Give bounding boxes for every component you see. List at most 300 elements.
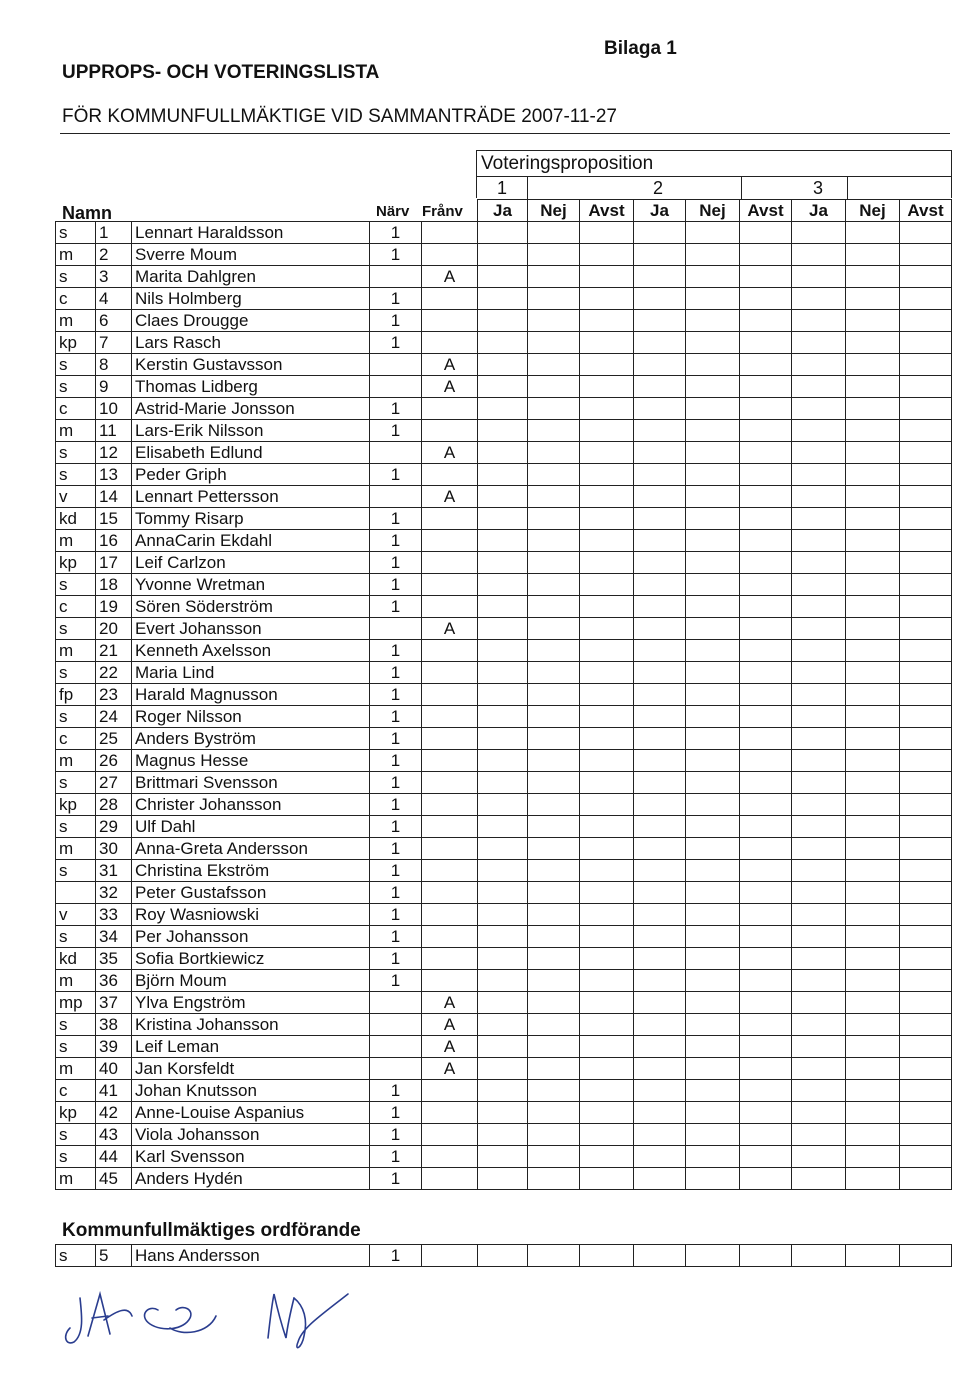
vote-cell[interactable] <box>792 1014 846 1036</box>
vote-cell[interactable] <box>686 442 740 464</box>
vote-cell[interactable] <box>846 398 900 420</box>
vote-cell[interactable] <box>740 1168 792 1190</box>
vote-cell[interactable] <box>792 1058 846 1080</box>
vote-cell[interactable] <box>528 860 580 882</box>
vote-cell[interactable] <box>846 464 900 486</box>
vote-cell[interactable] <box>792 486 846 508</box>
vote-cell[interactable] <box>634 420 686 442</box>
vote-cell[interactable] <box>846 332 900 354</box>
vote-cell[interactable] <box>634 464 686 486</box>
vote-cell[interactable] <box>686 1146 740 1168</box>
vote-cell[interactable] <box>740 662 792 684</box>
vote-cell[interactable] <box>740 838 792 860</box>
vote-cell[interactable] <box>846 926 900 948</box>
vote-cell[interactable] <box>792 574 846 596</box>
vote-cell[interactable] <box>478 882 528 904</box>
vote-cell[interactable] <box>686 706 740 728</box>
vote-cell[interactable] <box>686 772 740 794</box>
vote-cell[interactable] <box>634 618 686 640</box>
vote-cell[interactable] <box>792 816 846 838</box>
vote-cell[interactable] <box>792 772 846 794</box>
vote-cell[interactable] <box>900 992 952 1014</box>
vote-cell[interactable] <box>900 288 952 310</box>
vote-cell[interactable] <box>528 1080 580 1102</box>
vote-cell[interactable] <box>792 662 846 684</box>
vote-cell[interactable] <box>686 354 740 376</box>
vote-cell[interactable] <box>792 354 846 376</box>
vote-cell[interactable] <box>580 662 634 684</box>
vote-cell[interactable] <box>740 354 792 376</box>
vote-cell[interactable] <box>792 1146 846 1168</box>
vote-cell[interactable] <box>528 376 580 398</box>
vote-cell[interactable] <box>478 948 528 970</box>
vote-cell[interactable] <box>528 662 580 684</box>
vote-cell[interactable] <box>580 1036 634 1058</box>
vote-cell[interactable] <box>792 684 846 706</box>
vote-cell[interactable] <box>634 970 686 992</box>
vote-cell[interactable] <box>792 794 846 816</box>
vote-cell[interactable] <box>580 530 634 552</box>
vote-cell[interactable] <box>478 552 528 574</box>
vote-cell[interactable] <box>634 508 686 530</box>
vote-cell[interactable] <box>634 750 686 772</box>
vote-cell[interactable] <box>686 992 740 1014</box>
vote-cell[interactable] <box>900 398 952 420</box>
vote-cell[interactable] <box>478 1102 528 1124</box>
vote-cell[interactable] <box>900 442 952 464</box>
vote-cell[interactable] <box>686 398 740 420</box>
vote-cell[interactable] <box>478 420 528 442</box>
vote-cell[interactable] <box>846 1245 900 1267</box>
vote-cell[interactable] <box>478 1080 528 1102</box>
vote-cell[interactable] <box>792 1080 846 1102</box>
vote-cell[interactable] <box>580 486 634 508</box>
vote-cell[interactable] <box>634 1124 686 1146</box>
vote-cell[interactable] <box>528 266 580 288</box>
vote-cell[interactable] <box>740 728 792 750</box>
vote-cell[interactable] <box>792 618 846 640</box>
vote-cell[interactable] <box>478 706 528 728</box>
vote-cell[interactable] <box>792 442 846 464</box>
vote-cell[interactable] <box>792 310 846 332</box>
vote-cell[interactable] <box>740 1102 792 1124</box>
vote-cell[interactable] <box>846 1080 900 1102</box>
vote-cell[interactable] <box>580 464 634 486</box>
vote-cell[interactable] <box>634 904 686 926</box>
vote-cell[interactable] <box>478 860 528 882</box>
vote-cell[interactable] <box>634 860 686 882</box>
vote-cell[interactable] <box>900 1080 952 1102</box>
vote-cell[interactable] <box>634 376 686 398</box>
vote-cell[interactable] <box>686 508 740 530</box>
vote-cell[interactable] <box>580 420 634 442</box>
vote-cell[interactable] <box>580 574 634 596</box>
vote-cell[interactable] <box>528 442 580 464</box>
vote-cell[interactable] <box>900 332 952 354</box>
vote-cell[interactable] <box>478 1014 528 1036</box>
vote-cell[interactable] <box>792 288 846 310</box>
vote-cell[interactable] <box>580 354 634 376</box>
vote-cell[interactable] <box>580 1102 634 1124</box>
vote-cell[interactable] <box>528 288 580 310</box>
vote-cell[interactable] <box>740 860 792 882</box>
vote-cell[interactable] <box>900 772 952 794</box>
vote-cell[interactable] <box>528 970 580 992</box>
vote-cell[interactable] <box>740 332 792 354</box>
vote-cell[interactable] <box>580 838 634 860</box>
vote-cell[interactable] <box>846 970 900 992</box>
vote-cell[interactable] <box>686 574 740 596</box>
vote-cell[interactable] <box>900 706 952 728</box>
vote-cell[interactable] <box>528 926 580 948</box>
vote-cell[interactable] <box>686 1058 740 1080</box>
vote-cell[interactable] <box>740 530 792 552</box>
vote-cell[interactable] <box>580 442 634 464</box>
vote-cell[interactable] <box>792 948 846 970</box>
vote-cell[interactable] <box>686 882 740 904</box>
vote-cell[interactable] <box>740 486 792 508</box>
vote-cell[interactable] <box>792 750 846 772</box>
vote-cell[interactable] <box>900 816 952 838</box>
vote-cell[interactable] <box>686 1124 740 1146</box>
vote-cell[interactable] <box>740 288 792 310</box>
vote-cell[interactable] <box>478 1245 528 1267</box>
vote-cell[interactable] <box>478 1124 528 1146</box>
vote-cell[interactable] <box>528 596 580 618</box>
vote-cell[interactable] <box>792 464 846 486</box>
vote-cell[interactable] <box>634 552 686 574</box>
vote-cell[interactable] <box>478 1168 528 1190</box>
vote-cell[interactable] <box>634 882 686 904</box>
vote-cell[interactable] <box>580 332 634 354</box>
vote-cell[interactable] <box>478 640 528 662</box>
vote-cell[interactable] <box>478 838 528 860</box>
vote-cell[interactable] <box>740 618 792 640</box>
vote-cell[interactable] <box>740 398 792 420</box>
vote-cell[interactable] <box>792 332 846 354</box>
vote-cell[interactable] <box>580 398 634 420</box>
vote-cell[interactable] <box>580 1080 634 1102</box>
vote-cell[interactable] <box>478 684 528 706</box>
vote-cell[interactable] <box>634 926 686 948</box>
vote-cell[interactable] <box>900 1146 952 1168</box>
vote-cell[interactable] <box>792 222 846 244</box>
vote-cell[interactable] <box>740 1014 792 1036</box>
vote-cell[interactable] <box>634 1036 686 1058</box>
vote-cell[interactable] <box>634 1146 686 1168</box>
vote-cell[interactable] <box>634 772 686 794</box>
vote-cell[interactable] <box>686 530 740 552</box>
vote-cell[interactable] <box>634 838 686 860</box>
vote-cell[interactable] <box>528 354 580 376</box>
vote-cell[interactable] <box>846 288 900 310</box>
vote-cell[interactable] <box>528 1036 580 1058</box>
vote-cell[interactable] <box>686 376 740 398</box>
vote-cell[interactable] <box>846 420 900 442</box>
vote-cell[interactable] <box>528 310 580 332</box>
vote-cell[interactable] <box>528 684 580 706</box>
vote-cell[interactable] <box>846 904 900 926</box>
vote-cell[interactable] <box>846 244 900 266</box>
vote-cell[interactable] <box>740 816 792 838</box>
vote-cell[interactable] <box>528 948 580 970</box>
vote-cell[interactable] <box>846 816 900 838</box>
vote-cell[interactable] <box>528 1168 580 1190</box>
vote-cell[interactable] <box>528 332 580 354</box>
vote-cell[interactable] <box>900 244 952 266</box>
vote-cell[interactable] <box>580 288 634 310</box>
vote-cell[interactable] <box>740 1146 792 1168</box>
vote-cell[interactable] <box>900 662 952 684</box>
vote-cell[interactable] <box>846 376 900 398</box>
vote-cell[interactable] <box>686 420 740 442</box>
vote-cell[interactable] <box>634 574 686 596</box>
vote-cell[interactable] <box>846 222 900 244</box>
vote-cell[interactable] <box>528 464 580 486</box>
vote-cell[interactable] <box>686 970 740 992</box>
vote-cell[interactable] <box>686 904 740 926</box>
vote-cell[interactable] <box>580 904 634 926</box>
vote-cell[interactable] <box>792 596 846 618</box>
vote-cell[interactable] <box>580 772 634 794</box>
vote-cell[interactable] <box>792 706 846 728</box>
vote-cell[interactable] <box>686 926 740 948</box>
vote-cell[interactable] <box>740 1080 792 1102</box>
vote-cell[interactable] <box>528 530 580 552</box>
vote-cell[interactable] <box>634 288 686 310</box>
vote-cell[interactable] <box>580 310 634 332</box>
vote-cell[interactable] <box>846 618 900 640</box>
vote-cell[interactable] <box>900 354 952 376</box>
vote-cell[interactable] <box>528 486 580 508</box>
vote-cell[interactable] <box>478 794 528 816</box>
vote-cell[interactable] <box>580 244 634 266</box>
vote-cell[interactable] <box>528 882 580 904</box>
vote-cell[interactable] <box>686 266 740 288</box>
vote-cell[interactable] <box>900 574 952 596</box>
vote-cell[interactable] <box>792 926 846 948</box>
vote-cell[interactable] <box>900 750 952 772</box>
vote-cell[interactable] <box>478 1146 528 1168</box>
vote-cell[interactable] <box>900 904 952 926</box>
vote-cell[interactable] <box>900 1245 952 1267</box>
vote-cell[interactable] <box>846 1168 900 1190</box>
vote-cell[interactable] <box>528 706 580 728</box>
vote-cell[interactable] <box>846 1058 900 1080</box>
vote-cell[interactable] <box>900 1102 952 1124</box>
vote-cell[interactable] <box>580 860 634 882</box>
vote-cell[interactable] <box>792 860 846 882</box>
vote-cell[interactable] <box>478 508 528 530</box>
vote-cell[interactable] <box>900 1124 952 1146</box>
vote-cell[interactable] <box>846 706 900 728</box>
vote-cell[interactable] <box>846 442 900 464</box>
vote-cell[interactable] <box>478 332 528 354</box>
vote-cell[interactable] <box>580 882 634 904</box>
vote-cell[interactable] <box>528 794 580 816</box>
vote-cell[interactable] <box>846 948 900 970</box>
vote-cell[interactable] <box>740 882 792 904</box>
vote-cell[interactable] <box>686 222 740 244</box>
vote-cell[interactable] <box>634 794 686 816</box>
vote-cell[interactable] <box>686 948 740 970</box>
vote-cell[interactable] <box>478 926 528 948</box>
vote-cell[interactable] <box>686 684 740 706</box>
vote-cell[interactable] <box>900 486 952 508</box>
vote-cell[interactable] <box>580 376 634 398</box>
vote-cell[interactable] <box>634 992 686 1014</box>
vote-cell[interactable] <box>740 310 792 332</box>
vote-cell[interactable] <box>580 1146 634 1168</box>
vote-cell[interactable] <box>846 860 900 882</box>
vote-cell[interactable] <box>846 486 900 508</box>
vote-cell[interactable] <box>478 596 528 618</box>
vote-cell[interactable] <box>634 1168 686 1190</box>
vote-cell[interactable] <box>478 354 528 376</box>
vote-cell[interactable] <box>900 794 952 816</box>
vote-cell[interactable] <box>740 1036 792 1058</box>
vote-cell[interactable] <box>478 816 528 838</box>
vote-cell[interactable] <box>634 530 686 552</box>
vote-cell[interactable] <box>686 310 740 332</box>
vote-cell[interactable] <box>740 508 792 530</box>
vote-cell[interactable] <box>846 354 900 376</box>
vote-cell[interactable] <box>634 1058 686 1080</box>
vote-cell[interactable] <box>634 266 686 288</box>
vote-cell[interactable] <box>634 662 686 684</box>
vote-cell[interactable] <box>846 1036 900 1058</box>
vote-cell[interactable] <box>686 662 740 684</box>
vote-cell[interactable] <box>686 794 740 816</box>
vote-cell[interactable] <box>846 772 900 794</box>
vote-cell[interactable] <box>634 332 686 354</box>
vote-cell[interactable] <box>792 992 846 1014</box>
vote-cell[interactable] <box>792 1124 846 1146</box>
vote-cell[interactable] <box>580 552 634 574</box>
vote-cell[interactable] <box>900 1168 952 1190</box>
vote-cell[interactable] <box>634 1080 686 1102</box>
vote-cell[interactable] <box>740 244 792 266</box>
vote-cell[interactable] <box>686 332 740 354</box>
vote-cell[interactable] <box>900 464 952 486</box>
vote-cell[interactable] <box>478 772 528 794</box>
vote-cell[interactable] <box>580 618 634 640</box>
vote-cell[interactable] <box>740 794 792 816</box>
vote-cell[interactable] <box>740 750 792 772</box>
vote-cell[interactable] <box>740 222 792 244</box>
vote-cell[interactable] <box>900 640 952 662</box>
vote-cell[interactable] <box>478 574 528 596</box>
vote-cell[interactable] <box>528 640 580 662</box>
vote-cell[interactable] <box>740 420 792 442</box>
vote-cell[interactable] <box>846 1124 900 1146</box>
vote-cell[interactable] <box>900 838 952 860</box>
vote-cell[interactable] <box>740 266 792 288</box>
vote-cell[interactable] <box>634 1014 686 1036</box>
vote-cell[interactable] <box>846 640 900 662</box>
vote-cell[interactable] <box>792 266 846 288</box>
vote-cell[interactable] <box>686 288 740 310</box>
vote-cell[interactable] <box>900 420 952 442</box>
vote-cell[interactable] <box>900 552 952 574</box>
vote-cell[interactable] <box>900 948 952 970</box>
vote-cell[interactable] <box>478 618 528 640</box>
vote-cell[interactable] <box>740 1058 792 1080</box>
vote-cell[interactable] <box>634 596 686 618</box>
vote-cell[interactable] <box>900 684 952 706</box>
vote-cell[interactable] <box>528 508 580 530</box>
vote-cell[interactable] <box>740 992 792 1014</box>
vote-cell[interactable] <box>900 1036 952 1058</box>
vote-cell[interactable] <box>686 1245 740 1267</box>
vote-cell[interactable] <box>580 508 634 530</box>
vote-cell[interactable] <box>686 860 740 882</box>
vote-cell[interactable] <box>740 552 792 574</box>
vote-cell[interactable] <box>528 1014 580 1036</box>
vote-cell[interactable] <box>846 684 900 706</box>
vote-cell[interactable] <box>686 1014 740 1036</box>
vote-cell[interactable] <box>580 684 634 706</box>
vote-cell[interactable] <box>740 684 792 706</box>
vote-cell[interactable] <box>528 1146 580 1168</box>
vote-cell[interactable] <box>580 640 634 662</box>
vote-cell[interactable] <box>686 244 740 266</box>
vote-cell[interactable] <box>580 926 634 948</box>
vote-cell[interactable] <box>900 530 952 552</box>
vote-cell[interactable] <box>634 816 686 838</box>
vote-cell[interactable] <box>634 310 686 332</box>
vote-cell[interactable] <box>900 728 952 750</box>
vote-cell[interactable] <box>634 354 686 376</box>
vote-cell[interactable] <box>900 508 952 530</box>
vote-cell[interactable] <box>478 1036 528 1058</box>
vote-cell[interactable] <box>478 266 528 288</box>
vote-cell[interactable] <box>528 398 580 420</box>
vote-cell[interactable] <box>478 728 528 750</box>
vote-cell[interactable] <box>686 750 740 772</box>
vote-cell[interactable] <box>686 486 740 508</box>
vote-cell[interactable] <box>478 244 528 266</box>
vote-cell[interactable] <box>686 816 740 838</box>
vote-cell[interactable] <box>580 706 634 728</box>
vote-cell[interactable] <box>740 904 792 926</box>
vote-cell[interactable] <box>792 882 846 904</box>
vote-cell[interactable] <box>740 1124 792 1146</box>
vote-cell[interactable] <box>740 640 792 662</box>
vote-cell[interactable] <box>846 992 900 1014</box>
vote-cell[interactable] <box>634 948 686 970</box>
vote-cell[interactable] <box>634 222 686 244</box>
vote-cell[interactable] <box>792 530 846 552</box>
vote-cell[interactable] <box>580 1058 634 1080</box>
vote-cell[interactable] <box>792 398 846 420</box>
vote-cell[interactable] <box>528 816 580 838</box>
vote-cell[interactable] <box>580 1014 634 1036</box>
vote-cell[interactable] <box>740 970 792 992</box>
vote-cell[interactable] <box>900 970 952 992</box>
vote-cell[interactable] <box>740 442 792 464</box>
vote-cell[interactable] <box>634 706 686 728</box>
vote-cell[interactable] <box>528 552 580 574</box>
vote-cell[interactable] <box>900 882 952 904</box>
vote-cell[interactable] <box>634 244 686 266</box>
vote-cell[interactable] <box>792 420 846 442</box>
vote-cell[interactable] <box>846 596 900 618</box>
vote-cell[interactable] <box>634 640 686 662</box>
vote-cell[interactable] <box>792 1102 846 1124</box>
vote-cell[interactable] <box>792 904 846 926</box>
vote-cell[interactable] <box>528 750 580 772</box>
